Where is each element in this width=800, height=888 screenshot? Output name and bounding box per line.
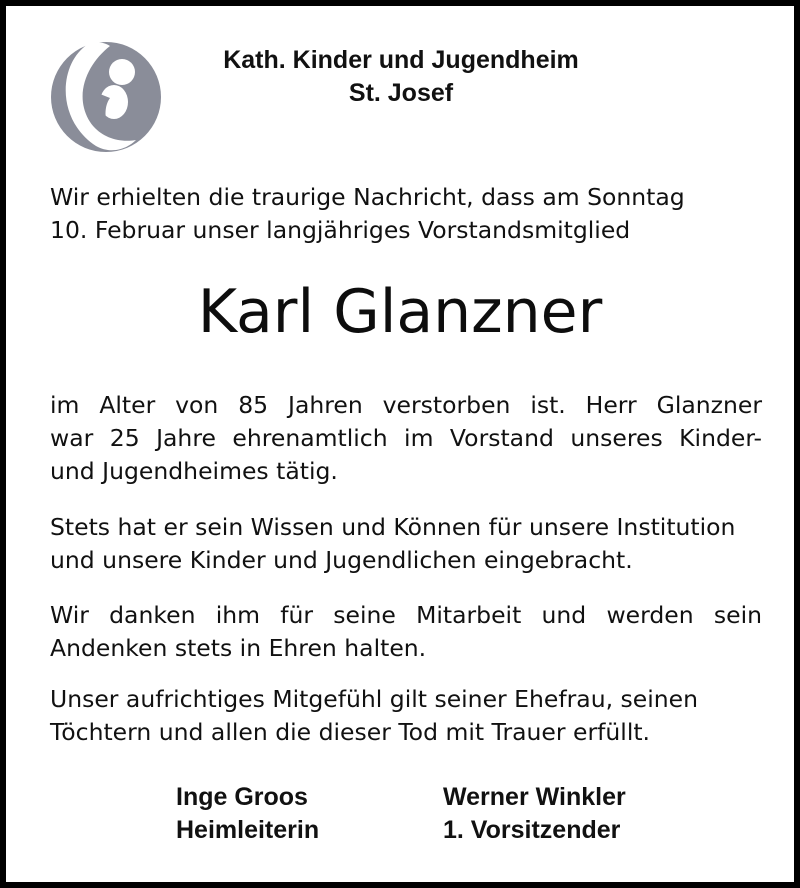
organization-subname: St. Josef [348, 79, 454, 107]
paragraph-line: Andenken stets in Ehren halten. [50, 634, 427, 662]
signatory-role: 1. Vorsitzender [443, 816, 621, 844]
deceased-name: Karl Glanzner [197, 277, 603, 347]
organization-header [186, 44, 616, 110]
signatory-role: Heimleiterin [176, 816, 320, 844]
paragraph-line: im Alter von 85 Jahren verstorben ist. Herr Glanzner [50, 391, 762, 419]
signatory-name: Inge Groos [176, 783, 308, 811]
paragraph-line: Stets hat er sein Wissen und Können für unsere Institution [50, 513, 736, 541]
paragraph-line: und Jugendheimes tätig. [50, 457, 338, 485]
intro-text [50, 181, 770, 247]
mother-child-logo-icon [50, 36, 162, 158]
signatory-name: Werner Winkler [443, 783, 626, 811]
paragraph-line: war 25 Jahre ehrenamtlich im Vorstand unseres Kinder- [50, 424, 762, 452]
paragraph-line: Töchtern und allen die dieser Tod mit Trauer erfüllt. [50, 718, 651, 746]
paragraph-thanks [50, 599, 762, 665]
paragraph-line: Wir danken ihm für seine Mitarbeit und werden sein [50, 601, 762, 629]
paragraph-age [50, 389, 762, 488]
paragraph-line: Unser aufrichtiges Mitgefühl gilt seiner Ehefrau, seinen [50, 685, 699, 713]
organization-name: Kath. Kinder und Jugendheim [223, 46, 579, 74]
intro-line: Wir erhielten die traurige Nachricht, dass am Sonntag [50, 183, 685, 211]
paragraph-line: und unsere Kinder und Jugendlichen eingebracht. [50, 546, 633, 574]
paragraph-contribution [50, 511, 762, 577]
intro-line: 10. Februar unser langjähriges Vorstandsmitglied [50, 216, 631, 244]
signature-block-right [443, 781, 626, 847]
signature-block-left [176, 781, 319, 847]
paragraph-condolence [50, 683, 762, 749]
